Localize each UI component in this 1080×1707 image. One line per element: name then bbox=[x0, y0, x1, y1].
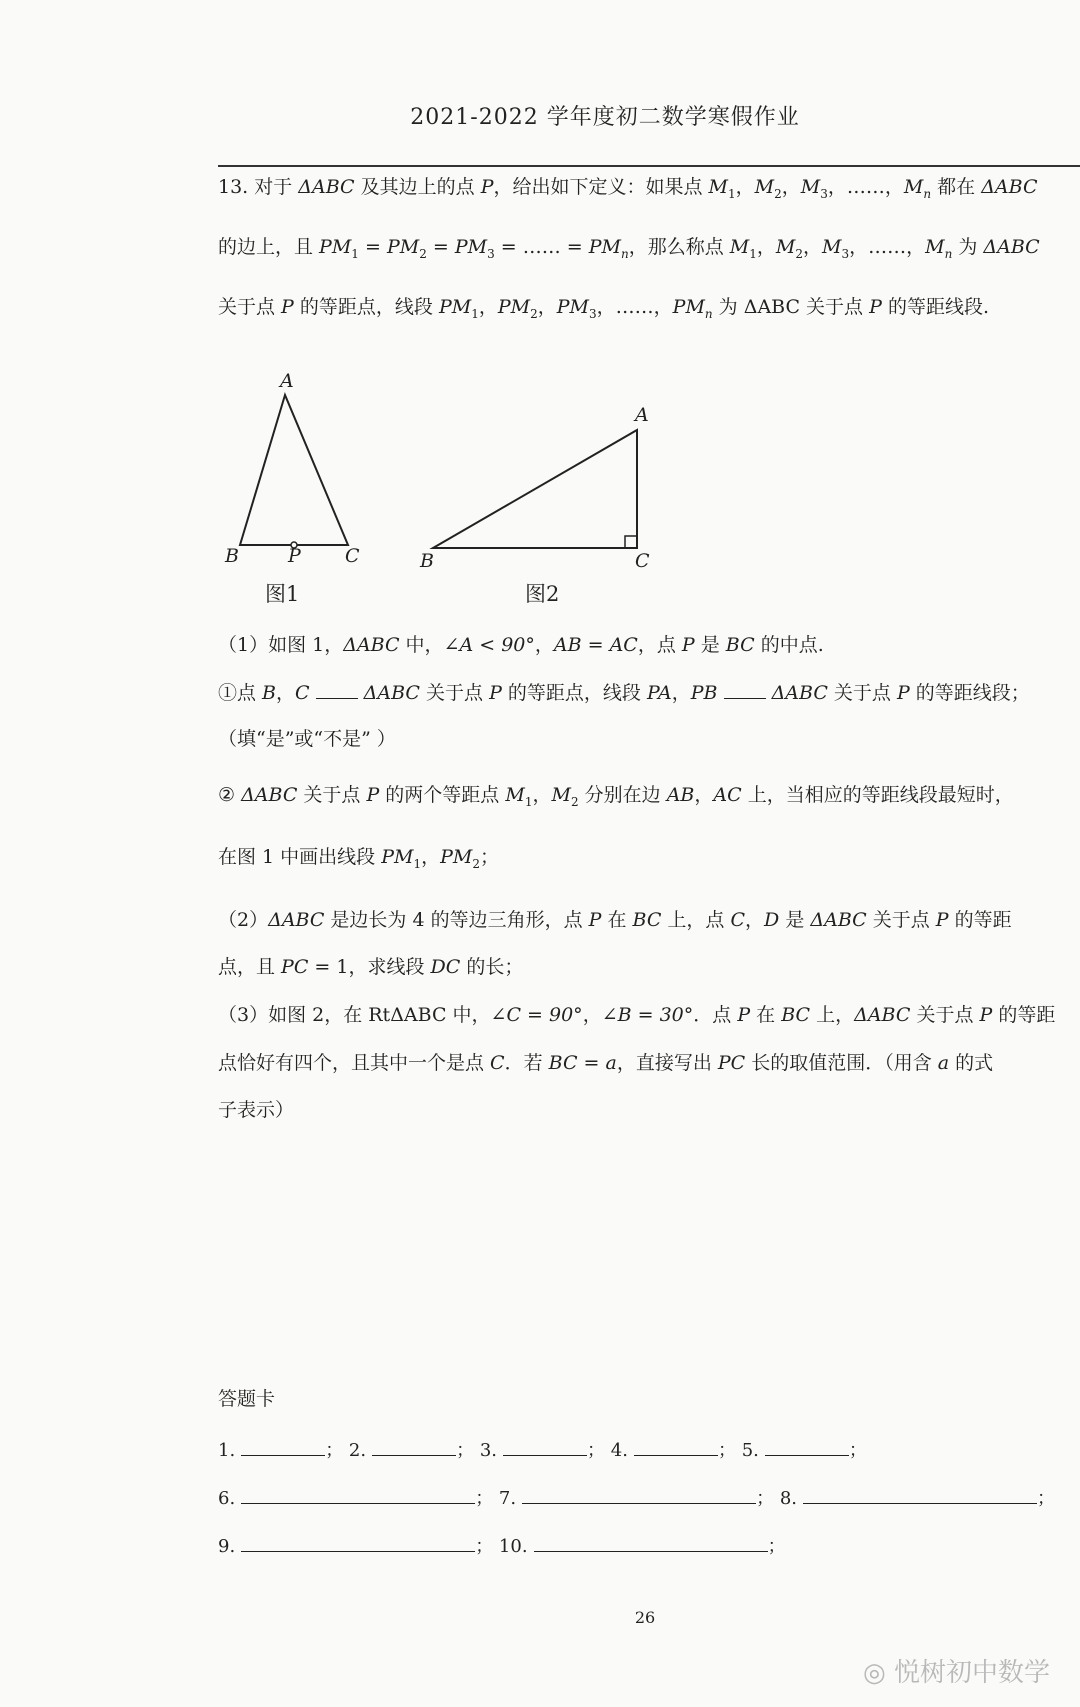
fig1-label-p: P bbox=[288, 545, 301, 567]
page-header-title: 2021-2022 学年度初二数学寒假作业 bbox=[410, 105, 800, 130]
fig2-caption: 图2 bbox=[525, 582, 560, 606]
header-rule bbox=[218, 165, 1080, 167]
answer-blank-9[interactable] bbox=[241, 1550, 475, 1552]
fig2-label-a: A bbox=[635, 404, 649, 426]
fig2-right-angle-mark bbox=[625, 536, 637, 548]
fig2-label-b: B bbox=[420, 550, 434, 572]
fill-blank-2[interactable] bbox=[724, 697, 766, 699]
fig2-triangle bbox=[433, 430, 637, 548]
fig1-label-a: A bbox=[280, 370, 294, 392]
part-2-cont: 点，且 PC = 1，求线段 DC 的长； bbox=[218, 956, 524, 978]
fill-blank-1[interactable] bbox=[316, 697, 358, 699]
fig1-label-c: C bbox=[345, 545, 360, 567]
answer-blank-6[interactable] bbox=[241, 1502, 475, 1504]
part-1-question-2-cont: 在图 1 中画出线段 $PM_1$，$PM_2$； bbox=[218, 846, 500, 871]
part-2: （2）ΔABC 是边长为 4 的等边三角形，点 P 在 BC 上，点 C，D 是 ΔABC 关于点 P 的等距 bbox=[218, 909, 1012, 931]
problem-line-1: 13. 对于 ΔABC 及其边上的点 P，给出如下定义：如果点 $M_1$，$M_2$，$M_3$，……，$M_n$ 都在 ΔABC bbox=[218, 176, 1038, 201]
problem-line-2: 的边上，且 $PM_1 = PM_2 = PM_3$ = …… = $PM_n$，那么称点 $M_1$，$M_2$，$M_3$，……，$M_n$ 为 ΔABC bbox=[218, 236, 1040, 261]
part-1-fill-hint: （填“是”或“不是” ） bbox=[218, 728, 396, 750]
answer-row-3: 9. ； 10. ； bbox=[218, 1536, 786, 1557]
answer-row-2: 6. ； 7. ； 8. ； bbox=[218, 1488, 1056, 1509]
answer-blank-3[interactable] bbox=[503, 1454, 587, 1456]
page-number: 26 bbox=[634, 1608, 656, 1627]
answer-blank-7[interactable] bbox=[522, 1502, 756, 1504]
fig2-label-c: C bbox=[635, 550, 650, 572]
answer-blank-8[interactable] bbox=[803, 1502, 1037, 1504]
answer-blank-4[interactable] bbox=[634, 1454, 718, 1456]
answer-blank-5[interactable] bbox=[765, 1454, 849, 1456]
part-1-intro: （1）如图 1，ΔABC 中，∠A < 90°，AB = AC，点 P 是 BC 的中点. bbox=[218, 634, 824, 656]
figures bbox=[210, 365, 650, 580]
fig1-label-b: B bbox=[225, 545, 239, 567]
part-1-question-2: ② ΔABC 关于点 P 的两个等距点 $M_1$，$M_2$ 分别在边 AB，AC 上，当相应的等距线段最短时， bbox=[218, 784, 1014, 809]
wechat-icon: ◎ bbox=[863, 1658, 894, 1688]
watermark: ◎ 悦树初中数学 bbox=[863, 1658, 1050, 1688]
part-3: （3）如图 2，在 RtΔABC 中，∠C = 90°，∠B = 30°．点 P 在 BC 上，ΔABC 关于点 P 的等距 bbox=[218, 1004, 1056, 1026]
answer-blank-2[interactable] bbox=[372, 1454, 456, 1456]
part-3-cont: 点恰好有四个，且其中一个是点 C．若 BC = a，直接写出 PC 长的取值范围．（用含 a 的式 bbox=[218, 1052, 994, 1074]
part-3-cont-2: 子表示） bbox=[218, 1099, 295, 1121]
answer-blank-1[interactable] bbox=[241, 1454, 325, 1456]
answer-blank-10[interactable] bbox=[534, 1550, 768, 1552]
part-1-question-1: ①点 B，C ΔABC 关于点 P 的等距点，线段 PA，PB ΔABC 关于点 P 的等距线段； bbox=[218, 682, 1030, 704]
fig1-caption: 图1 bbox=[265, 582, 300, 606]
answer-row-1: 1. ； 2. ； 3. ； 4. ； 5. ； bbox=[218, 1440, 867, 1461]
answer-card-title: 答题卡 bbox=[218, 1388, 276, 1410]
problem-line-3: 关于点 P 的等距点，线段 $PM_1$，$PM_2$，$PM_3$，……，$PM_n$ 为 ΔABC 关于点 P 的等距线段. bbox=[218, 296, 989, 321]
fig1-triangle bbox=[240, 395, 348, 545]
